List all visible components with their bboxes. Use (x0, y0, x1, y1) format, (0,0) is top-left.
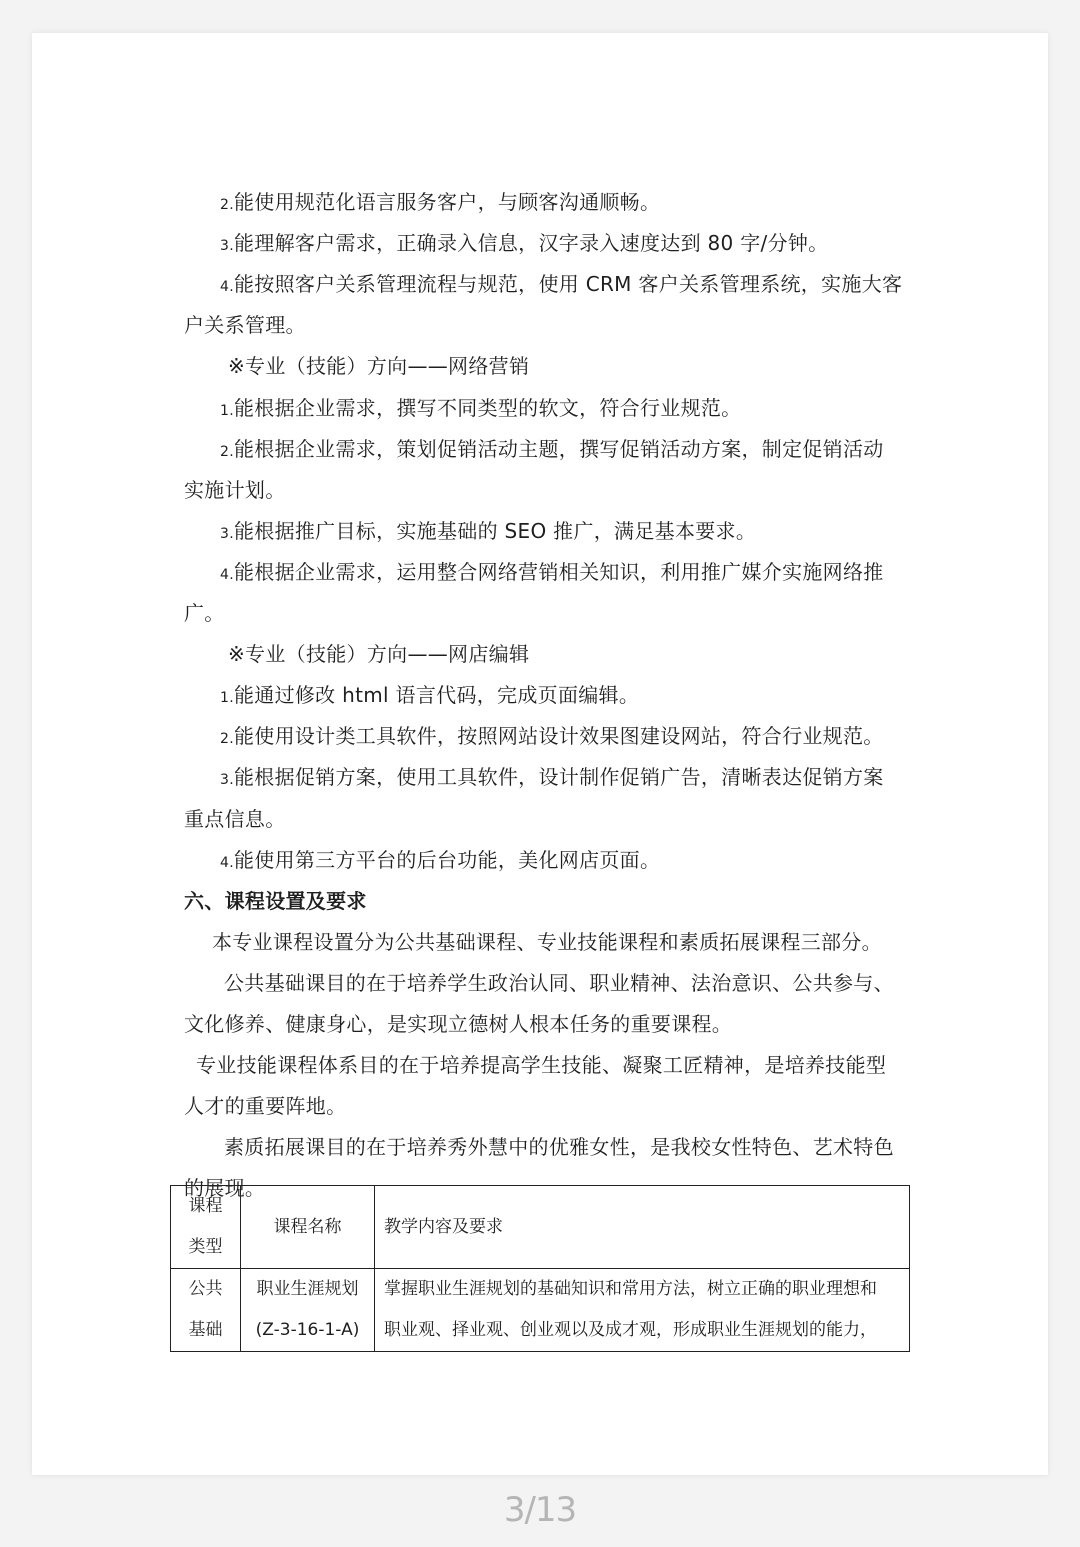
line-text: 能根据企业需求，策划促销活动主题，撰写促销活动方案，制定促销活动 (233, 436, 884, 461)
text-line (184, 1086, 899, 1127)
text-line (184, 799, 899, 840)
line-text: 文化修养、健康身心，是实现立德树人根本任务的重要课程。 (184, 1012, 733, 1036)
row-course-content: 掌握职业生涯规划的基础知识和常用方法，树立正确的职业理想和 职业观、择业观、创业观以及成才观，形成职业生涯规划的能力， (375, 1269, 910, 1352)
line-text: ※专业（技能）方向——网络营销 (228, 354, 530, 379)
item-number: 1. (220, 690, 234, 707)
line-text: 户关系管理。 (184, 313, 306, 338)
line-text: 实施计划。 (184, 477, 286, 502)
text-line (184, 182, 935, 223)
text-line (184, 716, 935, 757)
line-text: 六、课程设置及要求 (184, 888, 367, 913)
text-line (184, 922, 927, 963)
line-text: 重点信息。 (184, 806, 286, 831)
item-number: 2. (220, 197, 234, 213)
text-line (184, 1004, 899, 1045)
line-text: 的展现。 (184, 1176, 266, 1201)
row-course-type: 公共 基础 (171, 1269, 241, 1352)
item-number: 1. (220, 402, 234, 419)
line-text: 能根据推广目标，实施基础的 SEO 推广，满足基本要求。 (233, 518, 757, 543)
table-header-row (171, 1186, 910, 1269)
document-page (32, 33, 1048, 1475)
line-text: 能按照客户关系管理流程与规范，使用 CRM 客户关系管理系统，实施大客 (233, 272, 903, 297)
line-text: 能使用设计类工具软件，按照网站设计效果图建设网站，符合行业规范。 (233, 724, 884, 749)
line-text: 能根据企业需求，撰写不同类型的软文，符合行业规范。 (233, 395, 742, 420)
item-number: 3. (220, 772, 234, 789)
header-course-content: 教学内容及要求 (375, 1186, 910, 1269)
line-text: 专业技能课程体系目的在于培养提高学生技能、凝聚工匠精神，是培养技能型 (196, 1053, 887, 1078)
header-course-type: 课程 类型 (171, 1186, 241, 1269)
text-line (184, 470, 899, 511)
table-row (171, 1269, 910, 1352)
text-line (184, 675, 935, 716)
item-number: 4. (220, 854, 234, 871)
item-number: 4. (220, 279, 234, 296)
row-course-name: 职业生涯规划 (Z-3-16-1-A) (241, 1269, 375, 1352)
line-text: 广。 (184, 601, 225, 625)
item-number: 3. (220, 238, 234, 255)
page-indicator: 3/13 (503, 1490, 577, 1530)
text-line (184, 429, 935, 470)
text-line (184, 593, 899, 634)
line-text: 公共基础课目的在于培养学生政治认同、职业精神、法治意识、公共参与、 (224, 970, 894, 995)
line-text: 能使用第三方平台的后台功能，美化网店页面。 (233, 847, 661, 872)
line-text: 人才的重要阵地。 (184, 1094, 347, 1119)
text-line (184, 1127, 939, 1168)
text-line (184, 346, 943, 387)
item-number: 4. (220, 566, 234, 583)
line-text: 能根据促销方案，使用工具软件，设计制作促销广告，清晰表达促销方案 (233, 765, 884, 790)
item-number: 2. (220, 443, 234, 460)
course-table (170, 1185, 910, 1352)
line-text: 能根据企业需求，运用整合网络营销相关知识，利用推广媒介实施网络推 (233, 559, 884, 584)
line-text: ※专业（技能）方向——网店编辑 (228, 642, 530, 667)
text-line (184, 305, 899, 346)
line-text: 能使用规范化语言服务客户，与顾客沟通顺畅。 (233, 190, 661, 214)
line-text: 能理解客户需求，正确录入信息，汉字录入速度达到 80 字/分钟。 (233, 231, 829, 256)
text-line (184, 757, 935, 798)
line-text: 素质拓展课目的在于培养秀外慧中的优雅女性，是我校女性特色、艺术特色 (224, 1135, 894, 1160)
text-line (184, 634, 943, 675)
text-line (184, 840, 935, 881)
text-line (184, 264, 935, 305)
line-text: 本专业课程设置分为公共基础课程、专业技能课程和素质拓展课程三部分。 (212, 929, 882, 954)
item-number: 3. (220, 525, 234, 542)
section-heading (184, 881, 899, 922)
text-line (184, 1045, 911, 1086)
text-line (184, 963, 939, 1004)
text-line (184, 511, 935, 552)
text-line (184, 223, 935, 264)
header-course-name: 课程名称 (241, 1186, 375, 1269)
text-line (184, 388, 935, 429)
item-number: 2. (220, 731, 234, 748)
text-line (184, 552, 935, 593)
line-text: 能通过修改 html 语言代码，完成页面编辑。 (233, 683, 640, 708)
